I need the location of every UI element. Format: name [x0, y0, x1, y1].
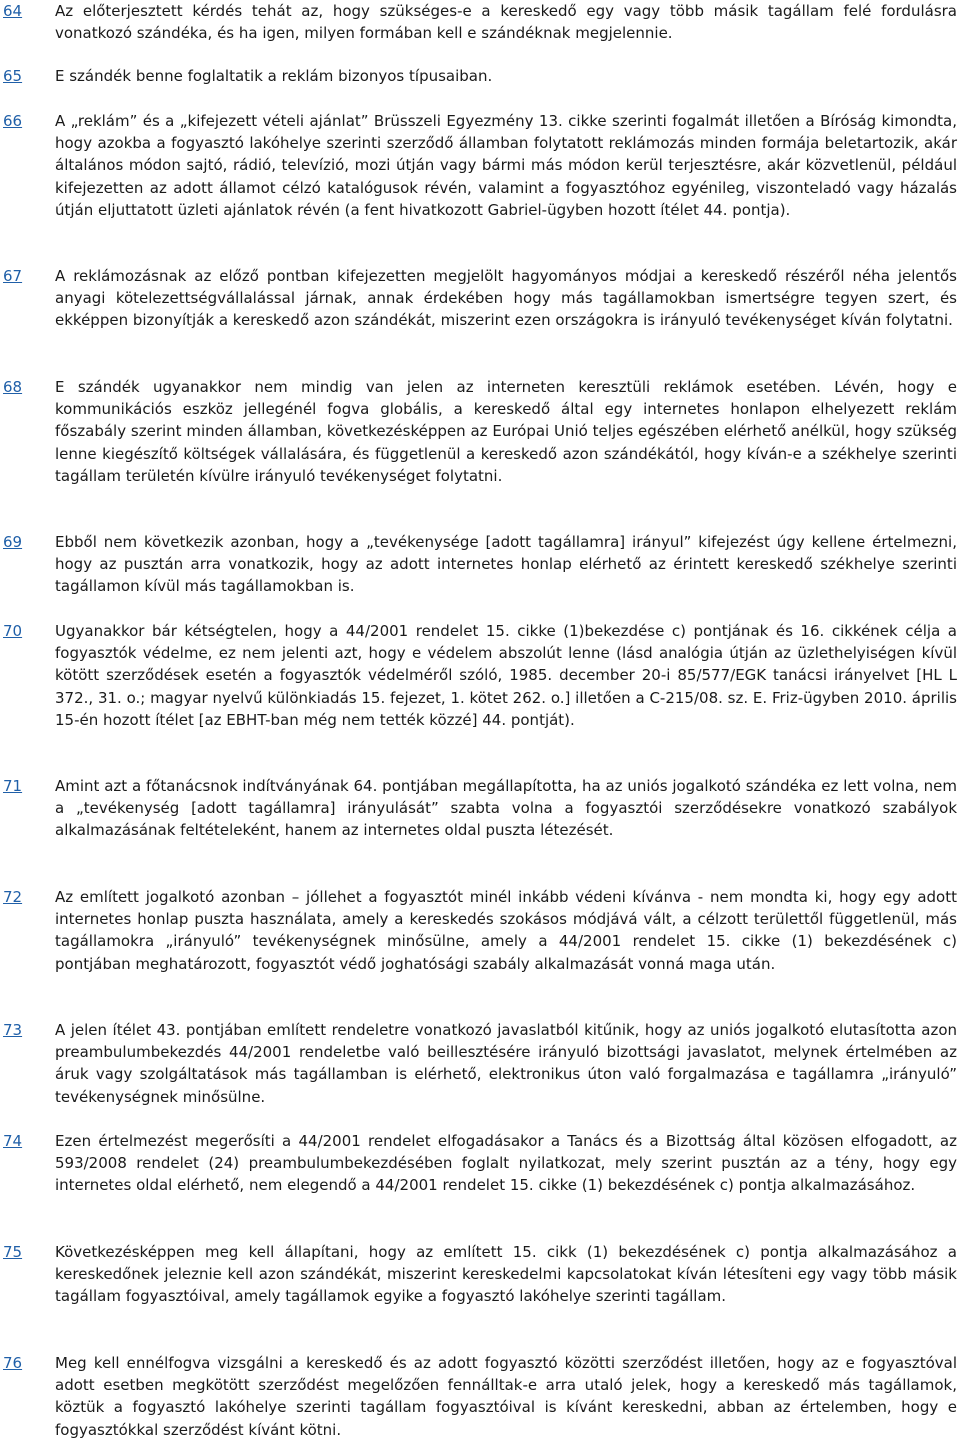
paragraph-text: A reklámozásnak az előző pontban kifejezetten megjelölt hagyományos módjai a kereskedő részéről néha jelentős anyagi kötelezettségvállalással járnak, annak érdekében hogy más tagállamokban ismertségre tegyen szert, és ekképpen bizonyítják a kereskedő azon szándékát, miszerint ezen országokra is irányuló tevékenységet kíván folytatni.	[55, 267, 957, 330]
paragraph-number-link[interactable]: 71	[3, 777, 23, 795]
paragraph-text: Az említett jogalkotó azonban – jóllehet a fogyasztót minél inkább védeni kívánva - nem mondta ki, hogy egy adott internetes honlap puszta használata, amely a kereskedés szokásos módjává vált, a célzott területtől függetlenül, más tagállamokra „irányuló” tevékenységnek minősülne, amely a 44/2001 rendelet 15. cikke (1) bekezdésének c) pontjában meghatározott, fogyasztót védő joghatósági szabály alkalmazását vonná maga után.	[55, 888, 957, 973]
paragraph-text: A jelen ítélet 43. pontjában említett rendeletre vonatkozó javaslatból kitűnik, hogy az uniós jogalkotó elutasította azon preambulumbekezdés 44/2001 rendeletbe való beillesztésére irányuló bizottsági javaslatot, melynek értelmében az áruk vagy szolgáltatások más tagállamban is elérhető, elektronikus úton való forgalmazása e tagállamra „irányuló” tevékenységnek minősülne.	[55, 1021, 957, 1106]
paragraph-number-link[interactable]: 66	[3, 112, 23, 130]
paragraph-number-link[interactable]: 70	[3, 622, 23, 640]
paragraph-text: Amint azt a főtanácsnok indítványának 64. pontjában megállapította, ha az uniós jogalkotó szándéka ez lett volna, nem a „tevékenység [adott tagállamra] irányulását” szabta volna a fogyasztói szerződésekre vonatkozó szabályok alkalmazásának feltételeként, hanem az internetes oldal puszta létezését.	[55, 777, 957, 840]
paragraph-number-link[interactable]: 69	[3, 533, 23, 551]
paragraph-text: Ugyanakkor bár kétségtelen, hogy a 44/2001 rendelet 15. cikke (1)bekezdése c) pontjának és 16. cikkének célja a fogyasztók védelme, ez nem jelenti azt, hogy e védelem abszolút lenne (lásd analógia útján az üzlethelyiségen kívül kötött szerződések esetén a fogyasztók védelméről szóló, 1985. december 20-i 85/577/EGK tanácsi irányelvet [HL L 372., 31. o.; magyar nyelvű különkiadás 15. fejezet, 1. kötet 262. o.] illetően a C-215/08. sz. E. Friz-ügyben 2010. április 15-én hozott ítélet [az EBHT-ban még nem tették közzé] 44. pontját).	[55, 622, 957, 729]
paragraph-number-link[interactable]: 64	[3, 2, 23, 20]
paragraph-text: Ebből nem következik azonban, hogy a „tevékenysége [adott tagállamra] irányul” kifejezést úgy kellene értelmezni, hogy az pusztán arra vonatkozik, hogy az adott internetes honlap elérhető az érintett kereskedő székhelye szerinti tagállamon kívül más tagállamokban is.	[55, 533, 957, 596]
paragraph-number-link[interactable]: 68	[3, 378, 23, 396]
paragraph-text: Az előterjesztett kérdés tehát az, hogy szükséges-e a kereskedő egy vagy több másik tagállam felé fordulásra vonatkozó szándéka, és ha igen, milyen formában kell e szándéknak megjelennie.	[55, 2, 957, 43]
paragraph-text: E szándék benne foglaltatik a reklám bizonyos típusaiban.	[55, 67, 493, 85]
paragraph-number-link[interactable]: 76	[3, 1354, 23, 1372]
paragraph-text: Ezen értelmezést megerősíti a 44/2001 rendelet elfogadásakor a Tanács és a Bizottság által közösen elfogadott, az 593/2008 rendelet (24) preambulumbekezdésében foglalt nyilatkozat, mely szerint pusztán az a tény, hogy egy internetes oldal elérhető, nem elegendő a 44/2001 rendelet 15. cikke (1) bekezdésének c) pontja alkalmazásához.	[55, 1132, 957, 1195]
paragraph-text: A „reklám” és a „kifejezett vételi ajánlat” Brüsszeli Egyezmény 13. cikke szerinti fogalmát illetően a Bíróság kimondta, hogy azokba a fogyasztó lakóhelye szerinti szerződő államban folytatott reklámozás minden formája beletartozik, akár általános módon sajtó, rádió, televízió, mozi útján vagy bármi más módon kerül terjesztésre, akár közvetlenül, például kifejezetten az adott államot célzó katalógusok révén, valamint a fogyasztóhoz egyénileg, viszonteladó vagy házalás útján eljuttatott üzleti ajánlatok révén (a fent hivatkozott Gabriel-ügyben hozott ítélet 44. pontja).	[55, 112, 957, 219]
paragraph-number-link[interactable]: 75	[3, 1243, 23, 1261]
paragraph-text: Meg kell ennélfogva vizsgálni a kereskedő és az adott fogyasztó közötti szerződést illetően, hogy az e fogyasztóval adott esetben megkötött szerződést megelőzően fennálltak-e arra utaló jelek, hogy a kereskedő más tagállamok, köztük a fogyasztó lakóhelye szerinti tagállam fogyasztóival is kívánt kereskedni, abban az értelemben, hogy e fogyasztókkal szerződést kívánt kötni.	[55, 1354, 957, 1439]
paragraph-number-link[interactable]: 65	[3, 67, 23, 85]
paragraph-number-link[interactable]: 73	[3, 1021, 23, 1039]
paragraph-number-link[interactable]: 67	[3, 267, 23, 285]
paragraph-text: E szándék ugyanakkor nem mindig van jelen az interneten keresztüli reklámok esetében. Lévén, hogy e kommunikációs eszköz jellegénél fogva globális, a kereskedő által egy internetes honlapon elhelyezett reklám főszabály szerint minden államban, következésképpen az Európai Unió teljes egészében elérhető anélkül, hogy szükség lenne kiegészítő költségek vállalására, és függetlenül a kereskedő azon szándékától, hogy kíván-e a székhelye szerinti tagállam területén kívülre irányuló tevékenységet folytatni.	[55, 378, 957, 485]
paragraph-number-link[interactable]: 74	[3, 1132, 23, 1150]
paragraph-number-link[interactable]: 72	[3, 888, 23, 906]
paragraph-text: Következésképpen meg kell állapítani, hogy az említett 15. cikk (1) bekezdésének c) pontja alkalmazásához a kereskedőnek jeleznie kell azon szándékát, miszerint kereskedelmi kapcsolatokat kíván létesíteni egy vagy több másik tagállam fogyasztóival, amely tagállamok egyike a fogyasztó lakóhelye szerinti tagállam.	[55, 1243, 957, 1306]
